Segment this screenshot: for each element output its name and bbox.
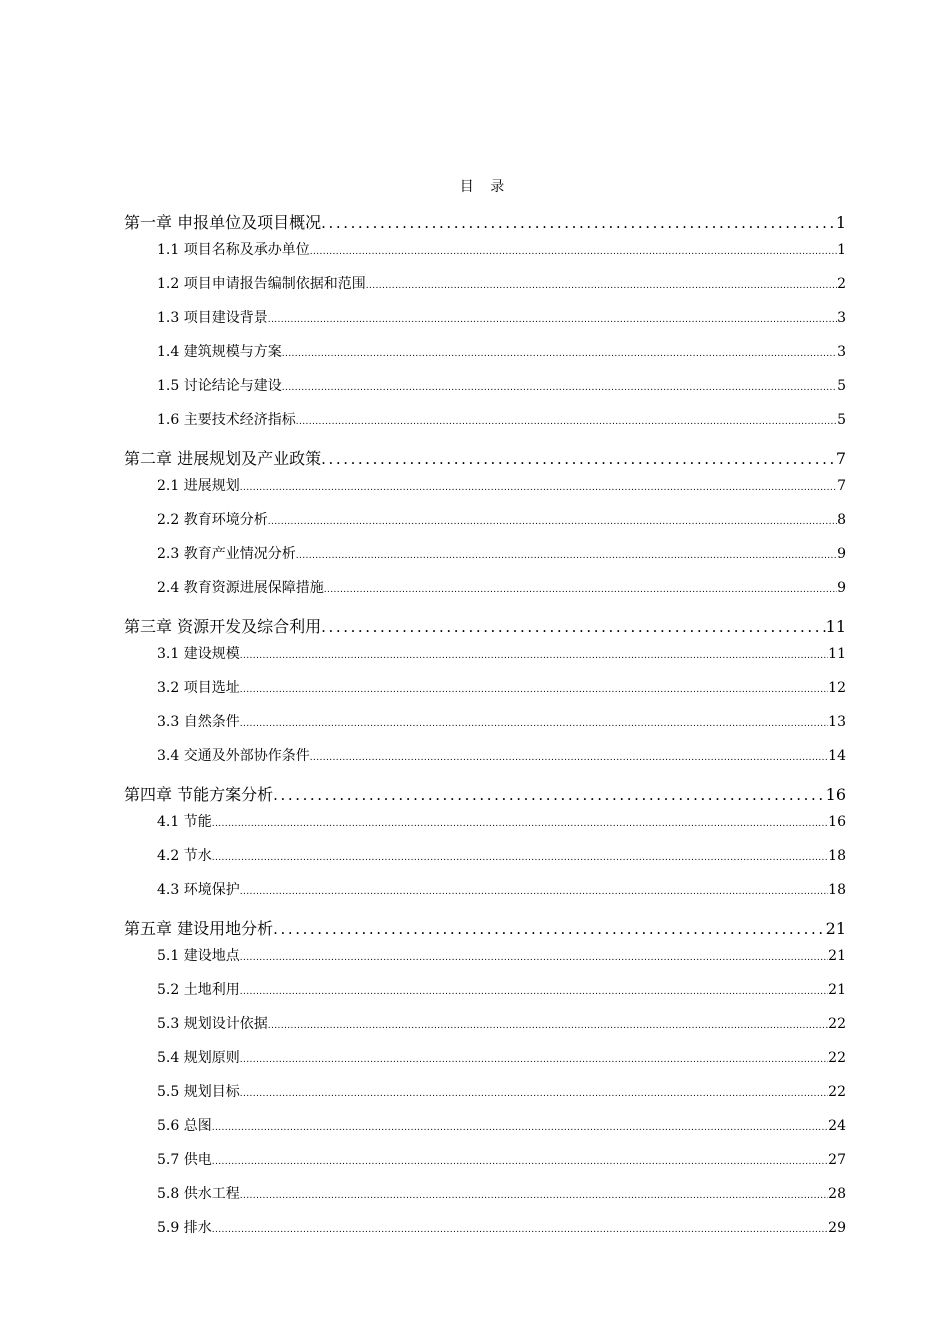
toc-page-number: 9 <box>837 580 846 596</box>
toc-entry-label: 1.5 讨论结论与建设 <box>157 378 282 394</box>
toc-dot-leader <box>321 444 836 474</box>
toc-page-number: 21 <box>825 919 846 938</box>
toc-section-entry[interactable] <box>124 1012 846 1046</box>
toc-entry-label: 3.3 自然条件 <box>157 714 240 730</box>
toc-section-entry[interactable] <box>124 1148 846 1182</box>
toc-page-number: 24 <box>828 1118 846 1134</box>
toc-entry-label: 1.4 建筑规模与方案 <box>157 344 282 360</box>
toc-dot-leader <box>321 612 826 642</box>
toc-entry-label: 5.3 规划设计依据 <box>157 1016 268 1032</box>
toc-dot-leader <box>296 544 837 568</box>
toc-dot-leader <box>240 712 828 736</box>
toc-dot-leader <box>321 208 836 238</box>
toc-section-entry[interactable] <box>124 238 846 272</box>
toc-dot-leader <box>282 342 837 366</box>
toc-dot-leader <box>268 510 837 534</box>
toc-dot-leader <box>212 1150 828 1174</box>
toc-dot-leader <box>240 1184 828 1208</box>
toc-dot-leader <box>273 914 826 944</box>
toc-entry-label: 1.6 主要技术经济指标 <box>157 412 296 428</box>
toc-page-number: 7 <box>837 478 846 494</box>
toc-entry-label: 5.2 土地利用 <box>157 982 240 998</box>
toc-page-number: 3 <box>837 344 846 360</box>
toc-page-number: 22 <box>828 1016 846 1032</box>
toc-entry-label: 2.4 教育资源进展保障措施 <box>157 580 324 596</box>
toc-page-number: 1 <box>835 213 846 232</box>
toc-page-number: 9 <box>837 546 846 562</box>
toc-dot-leader <box>240 678 828 702</box>
toc-dot-leader <box>212 846 828 870</box>
toc-entry-label: 5.4 规划原则 <box>157 1050 240 1066</box>
toc-section-entry[interactable] <box>124 272 846 306</box>
toc-section-entry[interactable] <box>124 1114 846 1148</box>
toc-entry-label: 5.9 排水 <box>157 1220 212 1236</box>
toc-dot-leader <box>296 410 837 434</box>
toc-page-number: 5 <box>837 412 846 428</box>
toc-page-number: 27 <box>828 1152 846 1168</box>
toc-entry-label: 第四章 节能方案分析 <box>124 785 274 804</box>
toc-dot-leader <box>240 476 837 500</box>
toc-page-number: 11 <box>825 617 846 636</box>
toc-section-entry[interactable] <box>124 642 846 676</box>
toc-section-entry[interactable] <box>124 474 846 508</box>
toc-entry-label: 3.1 建设规模 <box>157 646 240 662</box>
toc-entry-label: 2.1 进展规划 <box>157 478 240 494</box>
toc-entry-label: 3.4 交通及外部协作条件 <box>157 748 310 764</box>
toc-entry-label: 1.2 项目申请报告编制依据和范围 <box>157 276 366 292</box>
toc-chapter-entry[interactable] <box>124 444 846 474</box>
toc-page-number: 18 <box>828 882 846 898</box>
toc-page-number: 22 <box>828 1084 846 1100</box>
toc-dot-leader <box>240 1082 828 1106</box>
toc-page-number: 11 <box>828 646 846 662</box>
toc-entry-label: 3.2 项目选址 <box>157 680 240 696</box>
toc-dot-leader <box>310 240 837 264</box>
toc-section-entry[interactable] <box>124 1216 846 1250</box>
toc-page-number: 21 <box>828 982 846 998</box>
toc-entry-label: 5.6 总图 <box>157 1118 212 1134</box>
toc-dot-leader <box>268 1014 828 1038</box>
toc-page-number: 12 <box>828 680 846 696</box>
toc-dot-leader <box>240 644 828 668</box>
toc-entry-label: 第一章 申报单位及项目概况 <box>124 213 322 232</box>
toc-section-entry[interactable] <box>124 1080 846 1114</box>
toc-page-number: 2 <box>837 276 846 292</box>
toc-page-number: 16 <box>825 785 846 804</box>
toc-entry-label: 4.3 环境保护 <box>157 882 240 898</box>
toc-chapter-entry[interactable] <box>124 780 846 810</box>
toc-title: 目 录 <box>459 179 511 195</box>
toc-section-entry[interactable] <box>124 1182 846 1216</box>
toc-chapter-entry[interactable] <box>124 208 846 238</box>
toc-dot-leader <box>240 946 828 970</box>
toc-page-number: 1 <box>837 242 846 258</box>
toc-entry-label: 第三章 资源开发及综合利用 <box>124 617 322 636</box>
toc-chapter-entry[interactable] <box>124 914 846 944</box>
toc-entry-label: 第五章 建设用地分析 <box>124 919 274 938</box>
toc-dot-leader <box>268 308 837 332</box>
toc-entry-label: 2.3 教育产业情况分析 <box>157 546 296 562</box>
toc-section-entry[interactable] <box>124 710 846 744</box>
toc-dot-leader <box>240 880 828 904</box>
toc-page-number: 14 <box>828 748 846 764</box>
toc-page-number: 22 <box>828 1050 846 1066</box>
toc-chapter-entry[interactable] <box>124 612 846 642</box>
toc-page-number: 28 <box>828 1186 846 1202</box>
toc-section-entry[interactable] <box>124 408 846 442</box>
toc-section-entry[interactable] <box>124 978 846 1012</box>
toc-entry-label: 5.8 供水工程 <box>157 1186 240 1202</box>
toc-section-entry[interactable] <box>124 508 846 542</box>
toc-dot-leader <box>324 578 837 602</box>
toc-page-number: 29 <box>828 1220 846 1236</box>
toc-dot-leader <box>212 812 828 836</box>
toc-dot-leader <box>240 980 828 1004</box>
toc-entry-label: 5.1 建设地点 <box>157 948 240 964</box>
toc-page-number: 18 <box>828 848 846 864</box>
toc-section-entry[interactable] <box>124 676 846 710</box>
toc-entry-label: 1.1 项目名称及承办单位 <box>157 242 310 258</box>
toc-section-entry[interactable] <box>124 1046 846 1080</box>
toc-entry-label: 第二章 进展规划及产业政策 <box>124 449 322 468</box>
toc-dot-leader <box>273 780 826 810</box>
toc-page-number: 8 <box>837 512 846 528</box>
toc-page-number: 5 <box>837 378 846 394</box>
toc-entry-label: 2.2 教育环境分析 <box>157 512 268 528</box>
toc-dot-leader <box>212 1116 828 1140</box>
table-of-contents <box>124 206 846 1250</box>
toc-section-entry[interactable] <box>124 878 846 912</box>
toc-dot-leader <box>240 1048 828 1072</box>
toc-entry-label: 4.1 节能 <box>157 814 212 830</box>
toc-page-number: 13 <box>828 714 846 730</box>
toc-section-entry[interactable] <box>124 844 846 878</box>
toc-page-number: 3 <box>837 310 846 326</box>
toc-dot-leader <box>212 1218 828 1242</box>
toc-page-number: 16 <box>828 814 846 830</box>
toc-entry-label: 5.5 规划目标 <box>157 1084 240 1100</box>
toc-dot-leader <box>310 746 828 770</box>
toc-section-entry[interactable] <box>124 744 846 778</box>
toc-dot-leader <box>282 376 837 400</box>
toc-entry-label: 4.2 节水 <box>157 848 212 864</box>
toc-section-entry[interactable] <box>124 306 846 340</box>
toc-section-entry[interactable] <box>124 810 846 844</box>
toc-section-entry[interactable] <box>124 542 846 576</box>
toc-page-number: 7 <box>835 449 846 468</box>
toc-section-entry[interactable] <box>124 944 846 978</box>
toc-section-entry[interactable] <box>124 576 846 610</box>
toc-section-entry[interactable] <box>124 340 846 374</box>
toc-entry-label: 1.3 项目建设背景 <box>157 310 268 326</box>
toc-page-number: 21 <box>828 948 846 964</box>
toc-section-entry[interactable] <box>124 374 846 408</box>
toc-dot-leader <box>366 274 837 298</box>
toc-entry-label: 5.7 供电 <box>157 1152 212 1168</box>
